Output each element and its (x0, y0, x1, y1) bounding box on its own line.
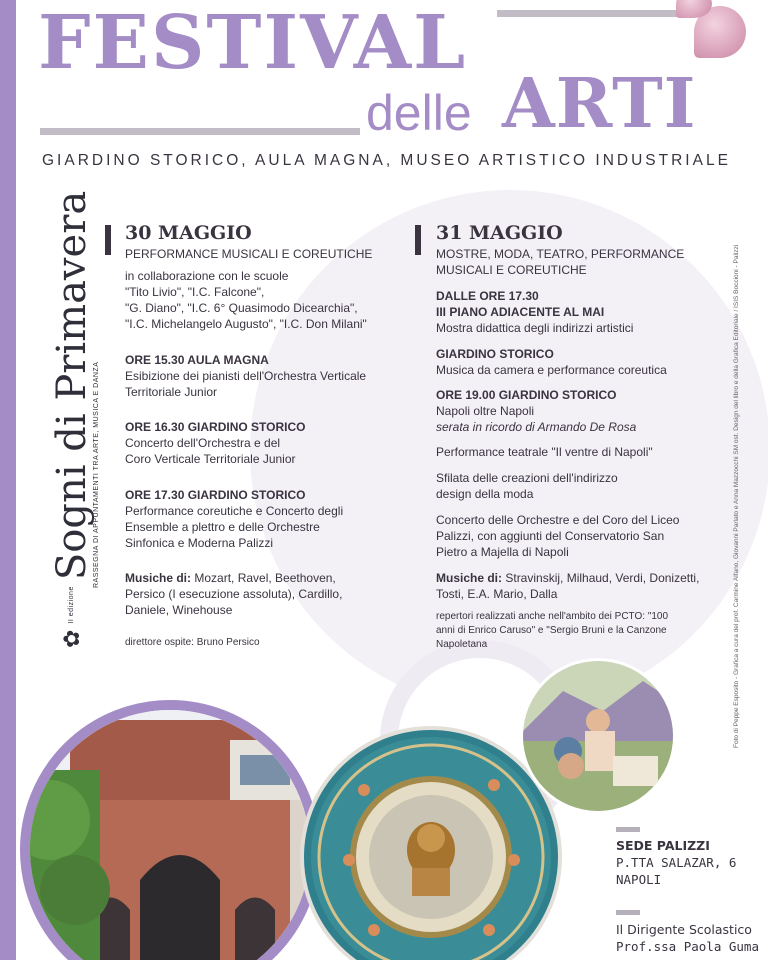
day1-guest: direttore ospite: Bruno Persico (125, 637, 260, 648)
collab-line: "I.C. Michelangelo Augusto", "I.C. Don Milani" (125, 317, 367, 331)
dirigente-name: Prof.ssa Paola Guma (616, 939, 759, 954)
block-title: DALLE ORE 17.30 (436, 289, 539, 303)
subtitle-line: MOSTRE, MODA, TEATRO, PERFORMANCE (436, 247, 685, 261)
block-text: Napoli oltre Napoli (436, 404, 535, 418)
day1-subtitle: PERFORMANCE MUSICALI E COREUTICHE (125, 247, 373, 261)
day2-block-3 (436, 387, 726, 435)
event-line: Concerto dell'Orchestra e del (125, 436, 281, 450)
music-line: Tosti, E.A. Mario, Dalla (436, 587, 558, 601)
collab-line: "Tito Livio", "I.C. Falcone", (125, 285, 265, 299)
block-title: ORE 19.00 GIARDINO STORICO (436, 388, 617, 402)
music-line: Mozart, Ravel, Beethoven, (191, 571, 336, 585)
block-title: III PIANO ADIACENTE AL MAI (436, 305, 605, 319)
day2-repertoire (436, 610, 726, 652)
fashion-line: design della moda (436, 487, 534, 501)
event-line: Sinfonica e Moderna Palizzi (125, 536, 274, 550)
day2-block-1 (436, 288, 726, 336)
music-line: Persico (I esecuzione assoluta), Cardillo, (125, 587, 343, 601)
block-italic: serata in ricordo di Armando De Rosa (436, 420, 637, 434)
brand-logo (49, 190, 102, 648)
repertoire-line: Napoletana (436, 639, 488, 650)
event-line: Esibizione dei pianisti dell'Orchestra Verticale (125, 369, 367, 383)
sede-city: NAPOLI (616, 872, 662, 887)
venues-subtitle: GIARDINO STORICO, AULA MAGNA, MUSEO ARTISTICO INDUSTRIALE (42, 152, 731, 169)
fashion-line: Sfilata delle creazioni dell'indirizzo (436, 471, 618, 485)
brand-name: Sogni di Primavera (49, 190, 95, 581)
day1-date: 30 MAGGIO (125, 222, 252, 244)
day1-event-2 (125, 419, 405, 467)
block-title: GIARDINO STORICO (436, 347, 554, 361)
brand-tagline: RASSEGNA DI APPUNTAMENTI TRA ARTE, MUSICA E DANZA (93, 361, 100, 588)
collab-line: in collaborazione con le scuole (125, 269, 289, 283)
day2-theatre: Performance teatrale "Il ventre di Napoli" (436, 445, 653, 459)
photo-credits: Foto di Peppe Esposito - Grafica a cura dei prof. Carmine Alfano, Giovanni Parlato e Anna Mazzocchi SM ost. Design del libro e della Grafica Editoriale / ISIS Boccioni - Palizzi (733, 244, 740, 748)
event-title: ORE 15.30 AULA MAGNA (125, 353, 269, 367)
building-image (30, 710, 310, 960)
music-label: Musiche di: (436, 571, 503, 585)
collab-line: "G. Diano", "I.C. 6° Quasimodo Dicearchia", (125, 301, 358, 315)
music-label: Musiche di: (125, 571, 192, 585)
day2-fashion (436, 470, 726, 502)
event-line: Territoriale Junior (125, 385, 218, 399)
left-accent-bar (0, 0, 16, 960)
event-line: Performance coreutiche e Concerto degli (125, 504, 344, 518)
top-right-line (497, 10, 687, 17)
title-arti: ARTI (502, 64, 697, 144)
day2-music (436, 570, 726, 602)
music-line: Daniele, Winehouse (125, 603, 233, 617)
repertoire-line: anni di Enrico Caruso" e "Sergio Bruni e la Canzone (436, 625, 667, 636)
fresco-photo (520, 658, 676, 814)
day2-marker (415, 225, 421, 255)
day1-music (125, 570, 415, 618)
concert-line: Palizzi, con aggiunti del Conservatorio San (436, 529, 665, 543)
brand-edition: II edizione (68, 586, 75, 624)
day2-date: 31 MAGGIO (436, 222, 563, 244)
event-line: Ensemble a plettro e delle Orchestre (125, 520, 320, 534)
fresco-image (523, 661, 673, 811)
concert-line: Concerto delle Orchestre e del Coro del Liceo (436, 513, 680, 527)
sede-dash (616, 827, 640, 832)
day2-concert (436, 512, 726, 560)
block-text: Mostra didattica degli indirizzi artistici (436, 321, 634, 335)
title-festival: FESTIVAL (38, 0, 468, 86)
block-text: Musica da camera e performance coreutica (436, 363, 667, 377)
title-delle: delle (366, 85, 472, 141)
event-title: ORE 17.30 GIARDINO STORICO (125, 488, 306, 502)
plate-image (304, 730, 558, 960)
day1-collab (125, 268, 405, 332)
music-line: Stravinskij, Milhaud, Verdi, Donizetti, (502, 571, 700, 585)
day1-event-3 (125, 487, 405, 551)
dirigente-dash (616, 910, 640, 915)
day1-event-1 (125, 352, 405, 400)
sede-title: SEDE PALIZZI (616, 838, 710, 853)
event-line: Coro Verticale Territoriale Junior (125, 452, 296, 466)
concert-line: Pietro a Majella di Napoli (436, 545, 569, 559)
day1-marker (105, 225, 111, 255)
subtitle-line: MUSICALI E COREUTICHE (436, 263, 587, 277)
building-photo (20, 700, 320, 960)
day2-subtitle (436, 246, 726, 278)
day2-block-2 (436, 346, 726, 378)
sede-address: P.TTA SALAZAR, 6 (616, 855, 737, 870)
repertoire-line: repertori realizzati anche nell'ambito dei PCTO: "100 (436, 611, 669, 622)
event-title: ORE 16.30 GIARDINO STORICO (125, 420, 306, 434)
flower-logo-icon: ✿ (59, 629, 84, 648)
mid-left-line (40, 128, 360, 135)
dirigente-title: Il Dirigente Scolastico (616, 922, 752, 937)
